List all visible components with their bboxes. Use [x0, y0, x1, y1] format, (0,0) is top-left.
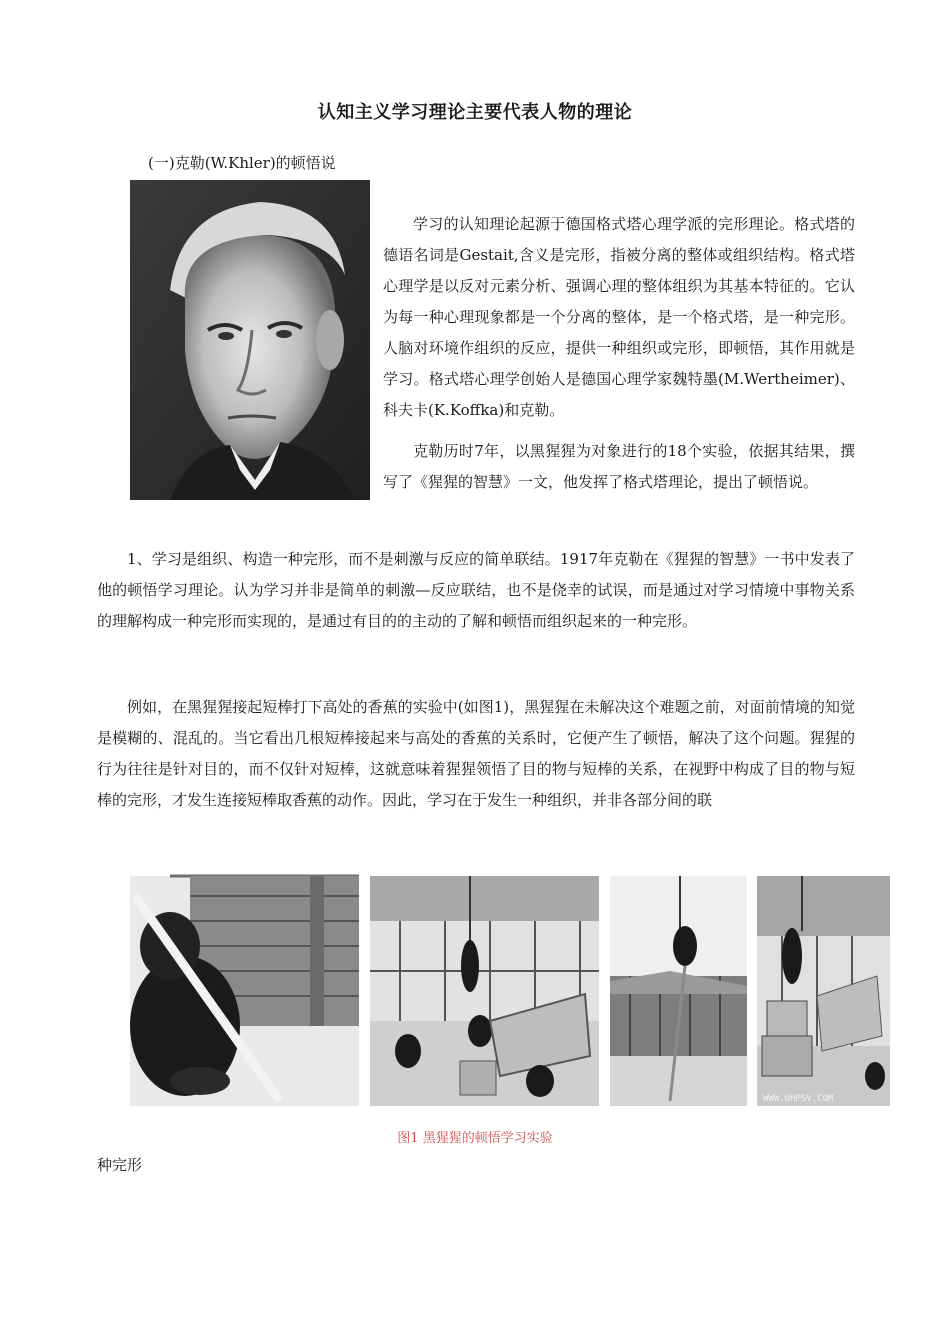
point-one-paragraph: 1、学习是组织、构造一种完形，而不是刺激与反应的简单联结。1917年克勒在《猩猩的智慧》一书中发表了他的顿悟学习理论。认为学习并非是简单的刺激—反应联结，也不是侥幸的试误，而是通过对学习情境中事物关系的理解构成一种完形而实现的，是通过有目的的主动的了解和顿悟而组织起来的一种完形。 — [97, 550, 855, 630]
watermark-text: WWW.UHPSV.COM — [763, 1094, 834, 1104]
chimp-photo-stick — [130, 876, 359, 1106]
experiment-paragraph: 克勒历时7年，以黑猩猩为对象进行的18个实验，依据其结果，撰写了《猩猩的智慧》一文，他发挥了格式塔理论，提出了顿悟说。 — [383, 442, 855, 491]
chimp-photo-hanging — [370, 876, 599, 1106]
chimp-photo-boxes — [757, 876, 890, 1106]
figure-caption: 图1 黑猩猩的顿悟学习实验 — [397, 1131, 553, 1146]
portrait-photo — [130, 180, 370, 500]
intro-paragraph: 学习的认知理论起源于德国格式塔心理学派的完形理论。格式塔的德语名词是Gestait,含义是完形，指被分离的整体或组织结构。格式塔心理学是以反对元素分析、强调心理的整体组织为其基本特征的。它认为每一种心理现象都是一个分离的整体，是一个格式塔，是一种完形。人脑对环境作组织的反应，提供一种组织或完形，即顿悟，其作用就是学习。格式塔心理学创始人是德国心理学家魏特墨(M.Wertheimer)、科夫卡(K.Koffka)和克勒。 — [383, 215, 855, 419]
page-title: 认知主义学习理论主要代表人物的理论 — [317, 102, 633, 123]
section-heading: (一)克勒(W.Khler)的顿悟说 — [148, 154, 336, 172]
example-paragraph: 例如，在黑猩猩接起短棒打下高处的香蕉的实验中(如图1)，黑猩猩在未解决这个难题之前，对面前情境的知觉是模糊的、混乱的。当它看出几根短棒接起来与高处的香蕉的关系时，它便产生了顿悟，解决了这个问题。猩猩的行为往往是针对目的，而不仅针对短棒，这就意味着猩猩领悟了目的物与短棒的关系，在视野中构成了目的物与短棒的完形，才发生连接短棒取香蕉的动作。因此，学习在于发生一种组织，并非各部分间的联 — [97, 698, 855, 809]
continuation-text: 种完形 — [97, 1156, 143, 1174]
chimp-photo-pole — [610, 876, 747, 1106]
